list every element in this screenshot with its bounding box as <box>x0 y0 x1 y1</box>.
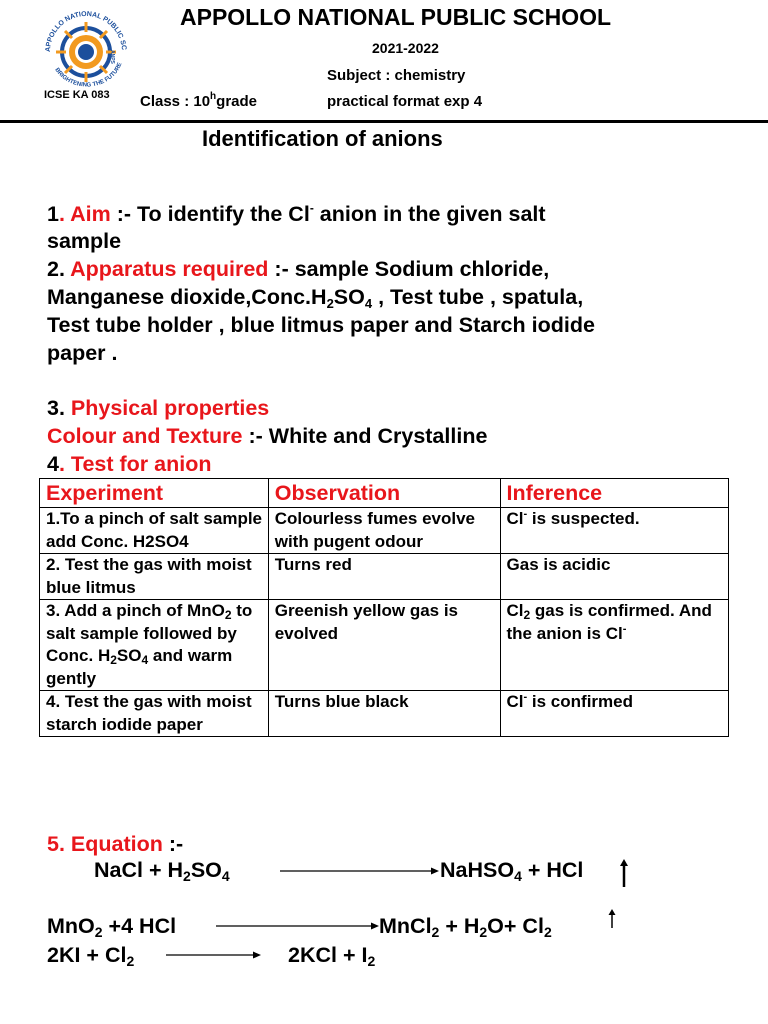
academic-year: 2021-2022 <box>372 40 439 56</box>
apparatus-line-3: Test tube holder , blue litmus paper and Starch iodide <box>47 313 595 337</box>
test-heading: 4. Test for anion <box>47 452 212 476</box>
observation-cell: Greenish yellow gas is evolved <box>268 600 500 691</box>
practical-format: practical format exp 4 <box>327 93 483 110</box>
logo-tagline: BRIGHTENING THE FUTURE <box>53 61 124 89</box>
logo-text: APPOLLO NATIONAL PUBLIC SC <box>44 10 128 53</box>
inference-cell: Cl- is suspected. <box>500 508 728 554</box>
equation-2-products: MnCl$_2$ + $H_2O+ Cl_2$ <box>379 914 552 940</box>
equation-2-reactants: MnO$_2$ +4 HCl <box>47 914 177 940</box>
school-logo <box>30 6 142 90</box>
apparatus-label: Apparatus required <box>70 257 269 281</box>
reaction-arrow-icon <box>216 919 380 933</box>
table-row <box>40 600 729 691</box>
table-row <box>40 508 729 554</box>
school-name: APPOLLO NATIONAL PUBLIC SCHOOL <box>180 4 612 30</box>
observation-cell: Turns red <box>268 554 500 600</box>
equation-1-products: NaHSO$_4$ + HCl <box>440 858 584 884</box>
equation-1-reactants: NaCl + $H_2SO_4$ <box>94 858 230 884</box>
equation-heading: 5. Equation :- <box>47 832 184 856</box>
table-header-row <box>40 479 729 508</box>
aim-line: 1. Aim :- To identify the Cl- anion in the given salt <box>47 201 546 226</box>
inference-cell: Cl- is confirmed <box>500 691 728 737</box>
apparatus-line-2: Manganese $dioxide,Conc.H_2SO_4$ , Test tube , spatula, <box>47 285 584 311</box>
experiment-cell: 1.To a pinch of salt sample add Conc. H2SO4 <box>40 508 269 554</box>
table-row <box>40 691 729 737</box>
equation-3-products: $2KCl + I_2$ <box>288 943 376 969</box>
observation-cell: Colourless fumes evolve with pugent odour <box>268 508 500 554</box>
header-inference: Inference <box>500 479 728 508</box>
table-row <box>40 554 729 600</box>
reaction-arrow-icon <box>280 864 440 878</box>
logo-initials: ANPS <box>109 50 115 64</box>
experiment-cell: 3. Add a pinch of MnO$_2$ to salt sample followed by Conc. $H_2SO_4$ and warm gently <box>40 600 269 691</box>
equation-3-reactants: $2KI + Cl_2$ <box>47 943 135 969</box>
school-code: ICSE KA 083 <box>44 89 110 101</box>
gas-evolved-arrow-icon <box>606 908 618 930</box>
colour-texture-line: Colour and Texture :- White and Crystalline <box>47 424 488 448</box>
experiment-cell: 2. Test the gas with moist blue litmus <box>40 554 269 600</box>
inference-cell: $Cl_2$ gas is confirmed. And the anion is Cl- <box>500 600 728 691</box>
logo-emblem <box>56 22 116 82</box>
gas-evolved-arrow-icon <box>618 858 630 888</box>
observation-cell: Turns blue black <box>268 691 500 737</box>
header-divider <box>0 120 768 123</box>
physical-heading: 3. Physical properties <box>47 396 270 420</box>
inference-cell: Gas is acidic <box>500 554 728 600</box>
page-title: Identification of anions <box>202 126 443 151</box>
header-experiment: Experiment <box>40 479 269 508</box>
reaction-arrow-icon <box>166 948 262 962</box>
apparatus-line-1: 2. Apparatus required :- sample Sodium chloride, <box>47 257 550 281</box>
anion-test-table <box>39 478 729 737</box>
aim-line-2: sample <box>47 229 122 253</box>
class-label: Class : 10$^h$grade <box>140 91 258 110</box>
apparatus-line-4: paper . <box>47 341 118 365</box>
header-observation: Observation <box>268 479 500 508</box>
subject: Subject : chemistry <box>327 67 466 84</box>
aim-label: . Aim <box>58 202 111 226</box>
experiment-cell: 4. Test the gas with moist starch iodide paper <box>40 691 269 737</box>
